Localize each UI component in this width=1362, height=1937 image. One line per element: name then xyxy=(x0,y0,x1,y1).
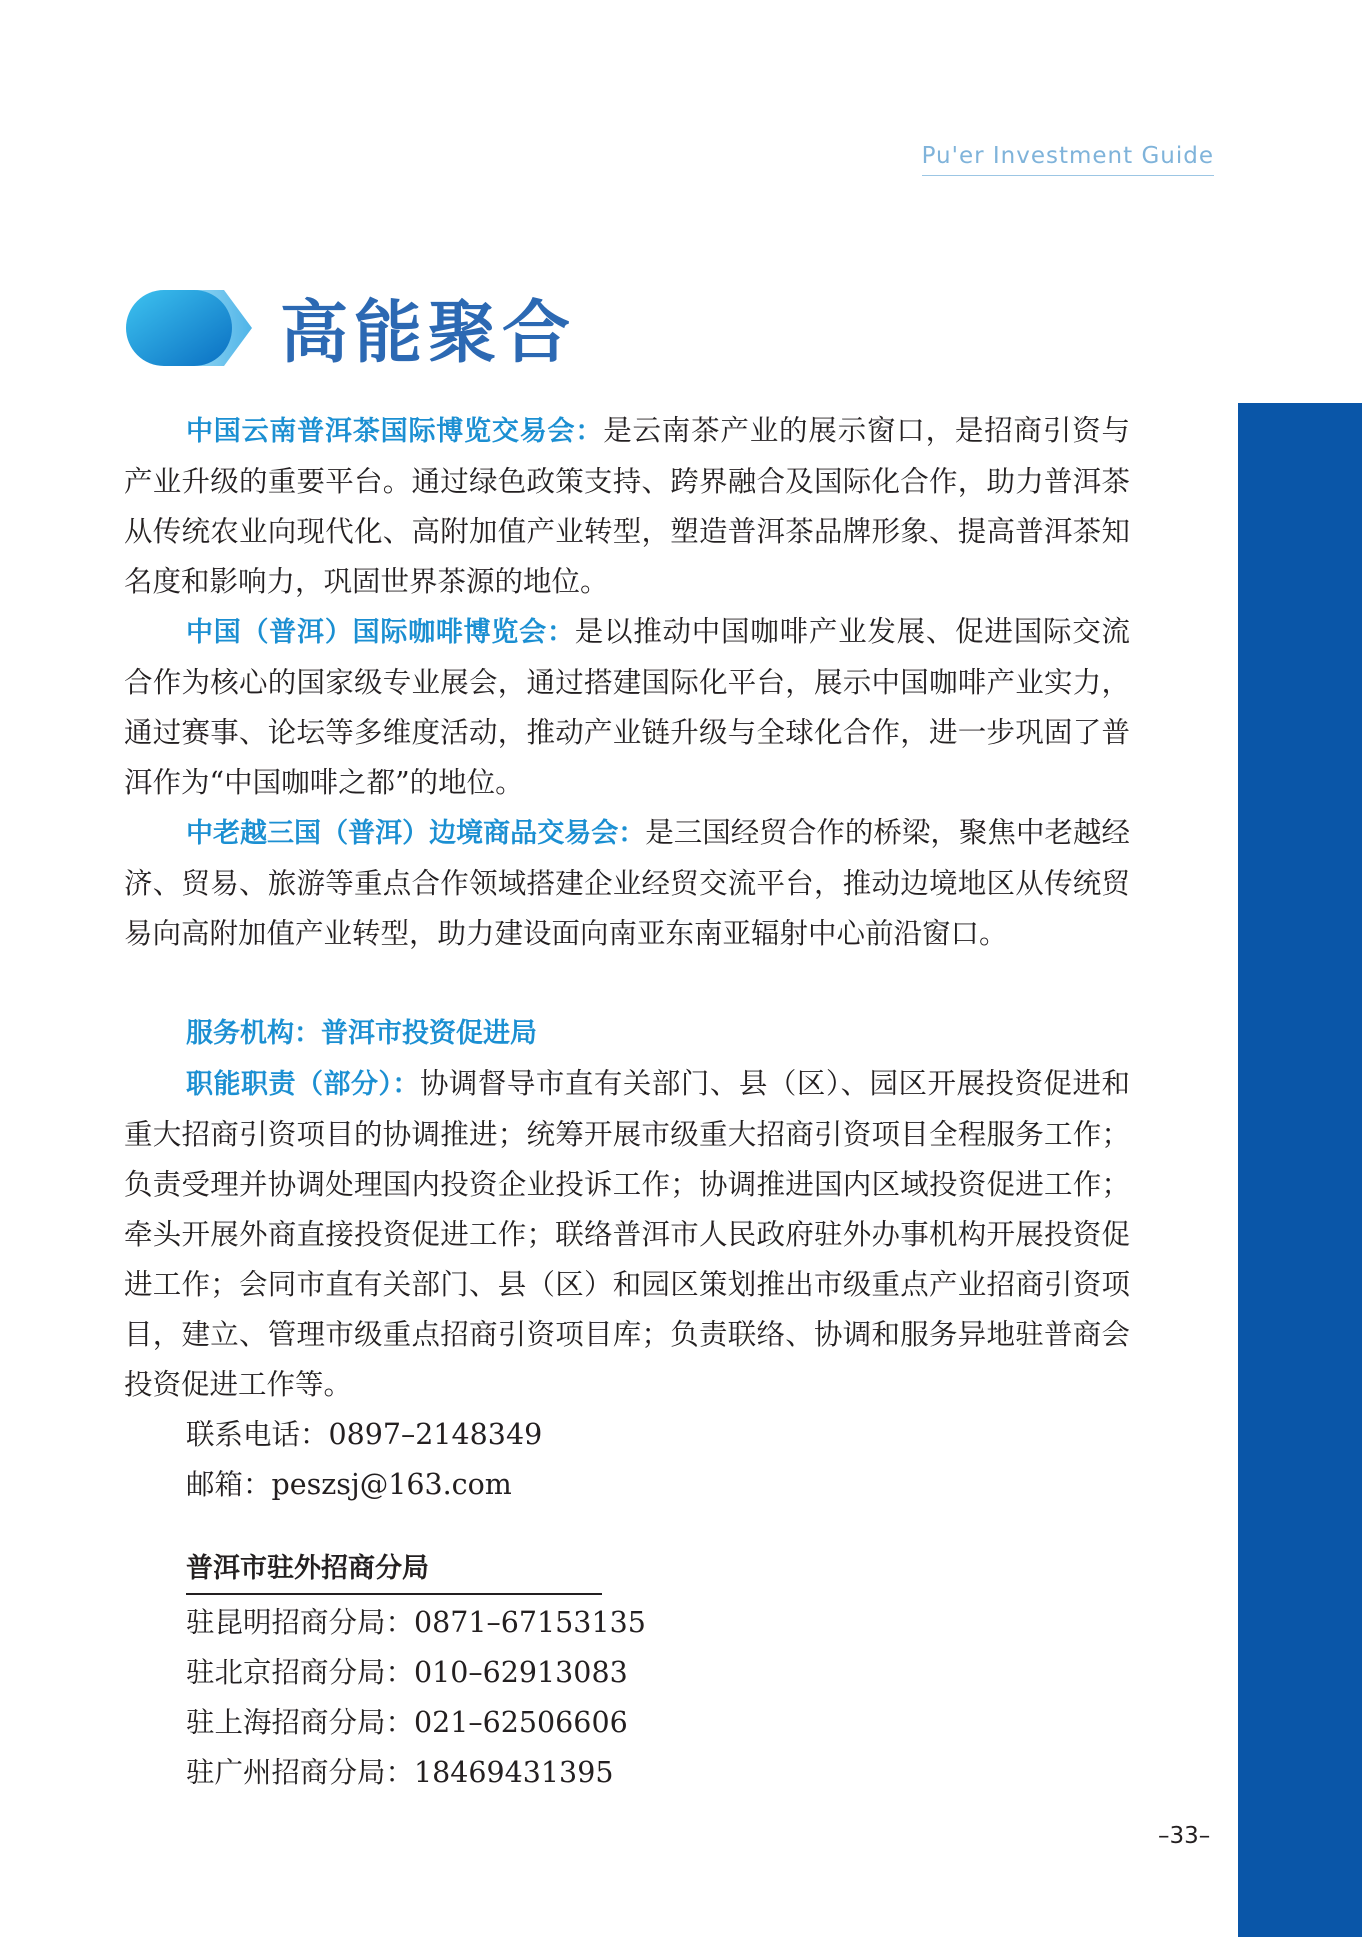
main-content xyxy=(124,406,1130,1510)
section-heading xyxy=(124,285,577,373)
service-organization: 服务机构：普洱市投资促进局 xyxy=(186,1018,537,1049)
running-header: Pu'er Investment Guide xyxy=(922,143,1214,176)
branch-item: 驻昆明招商分局：0871–67153135 xyxy=(186,1606,646,1639)
contact-phone: 联系电话：0897–2148349 xyxy=(186,1418,543,1451)
page-number: –33– xyxy=(1158,1823,1211,1849)
expo-label: 中国云南普洱茶国际博览交易会： xyxy=(186,416,604,447)
section-bullet-icon xyxy=(124,288,254,368)
expo-description: 是以推动中国咖啡产业发展、促进国际交流合作为核心的国家级专业展会，通过搭建国际化平台，展示中国咖啡产业实力，通过赛事、论坛等多维度活动，推动产业链升级与全球化合作，进一步巩固了普洱作为“中国咖啡之都”的地位。 xyxy=(124,615,1130,799)
branch-item: 驻北京招商分局：010–62913083 xyxy=(186,1656,628,1689)
section-title: 高能聚合 xyxy=(280,294,577,373)
expo-description: 是三国经贸合作的桥梁，聚焦中老越经济、贸易、旅游等重点合作领域搭建企业经贸交流平台，推动边境地区从传统贸易向高附加值产业转型，助力建设面向南亚东南亚辐射中心前沿窗口。 xyxy=(124,816,1130,950)
duties-paragraph xyxy=(124,1059,1130,1410)
expo-label: 中老越三国（普洱）边境商品交易会： xyxy=(186,818,646,849)
side-color-bar xyxy=(1238,403,1362,1937)
expo-description: 是云南茶产业的展示窗口，是招商引资与产业升级的重要平台。通过绿色政策支持、跨界融合及国际化合作，助力普洱茶从传统农业向现代化、高附加值产业转型，塑造普洱茶品牌形象、提高普洱茶知名度和影响力，巩固世界茶源的地位。 xyxy=(124,414,1130,598)
branches-list xyxy=(186,1598,646,1798)
expo-paragraph xyxy=(124,607,1130,808)
branches-heading: 普洱市驻外招商分局 xyxy=(186,1546,602,1595)
duties-description: 协调督导市直有关部门、县（区）、园区开展投资促进和重大招商引资项目的协调推进；统筹开展市级重大招商引资项目全程服务工作；负责受理并协调处理国内投资企业投诉工作；协调推进国内区域投资促进工作；牵头开展外商直接投资促进工作；联络普洱市人民政府驻外办事机构开展投资促进工作；会同市直有关部门、县（区）和园区策划推出市级重点产业招商引资项目，建立、管理市级重点招商引资项目库；负责联络、协调和服务异地驻普商会投资促进工作等。 xyxy=(124,1067,1130,1401)
expo-paragraph xyxy=(124,406,1130,607)
branch-item: 驻上海招商分局：021–62506606 xyxy=(186,1706,628,1739)
expo-label: 中国（普洱）国际咖啡博览会： xyxy=(186,617,575,648)
branch-item: 驻广州招商分局：18469431395 xyxy=(186,1756,614,1789)
duties-label: 职能职责（部分）： xyxy=(186,1069,420,1100)
contact-email: 邮箱：peszsj@163.com xyxy=(186,1468,512,1501)
expo-paragraph xyxy=(124,808,1130,959)
